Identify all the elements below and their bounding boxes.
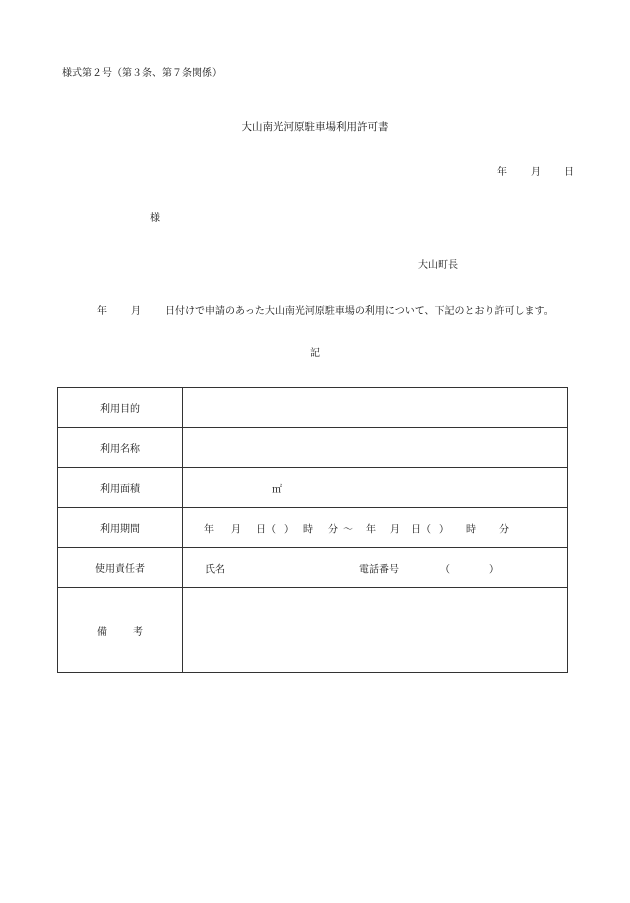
period-from-day: 日（: [256, 524, 276, 535]
period-to-month: 月: [390, 524, 400, 535]
period-tilde: ～: [343, 524, 353, 535]
period-to-year: 年: [366, 524, 376, 535]
body-month-label: 月: [131, 306, 141, 317]
period-to-day-close: ）: [439, 524, 449, 535]
phone-number-label: 電話番号: [359, 564, 399, 575]
responsible-label: 使用責任者: [58, 548, 183, 588]
date-month-label: 月: [531, 167, 541, 178]
area-field[interactable]: [183, 468, 568, 508]
remarks-field[interactable]: [183, 588, 568, 673]
remarks-label: [58, 588, 183, 673]
period-from-month: 月: [231, 524, 241, 535]
area-unit: ㎡: [272, 484, 282, 495]
period-from-minute: 分: [328, 524, 338, 535]
period-to-day: 日（: [411, 524, 431, 535]
body-text: 日付けで申請のあった大山南光河原駐車場の利用について、下記のとおり許可します。: [165, 306, 554, 317]
period-label: 利用期間: [58, 508, 183, 548]
record-heading: 記: [310, 348, 320, 359]
issuer-name: 大山町長: [418, 260, 458, 271]
area-label: 利用面積: [58, 468, 183, 508]
purpose-label: 利用目的: [58, 388, 183, 428]
remarks-label-char-1: 備: [97, 626, 107, 638]
table-row: [58, 468, 568, 508]
detail-table: [57, 387, 568, 673]
period-to-hour: 時: [466, 524, 476, 535]
phone-paren-close: ）: [489, 564, 499, 575]
addressee-suffix: 様: [150, 213, 160, 224]
purpose-field[interactable]: [183, 388, 568, 428]
name-field[interactable]: [183, 428, 568, 468]
table-row: [58, 428, 568, 468]
period-from-hour: 時: [303, 524, 313, 535]
name-label: 利用名称: [58, 428, 183, 468]
form-number: 様式第２号（第３条、第７条関係）: [62, 68, 222, 79]
date-day-label: 日: [564, 167, 574, 178]
person-name-label: 氏名: [205, 564, 225, 575]
period-from-year: 年: [204, 524, 214, 535]
table-row: [58, 588, 568, 673]
table-row: [58, 548, 568, 588]
phone-paren-open: （: [440, 564, 450, 575]
period-to-minute: 分: [499, 524, 509, 535]
table-row: [58, 508, 568, 548]
date-year-label: 年: [497, 167, 507, 178]
table-row: [58, 388, 568, 428]
remarks-label-char-2: 考: [133, 626, 143, 638]
responsible-field[interactable]: [183, 548, 568, 588]
period-from-day-close: ）: [284, 524, 294, 535]
period-field[interactable]: [183, 508, 568, 548]
body-year-label: 年: [97, 306, 107, 317]
document-title: 大山南光河原駐車場利用許可書: [241, 121, 389, 133]
body-paragraph: [97, 307, 554, 317]
